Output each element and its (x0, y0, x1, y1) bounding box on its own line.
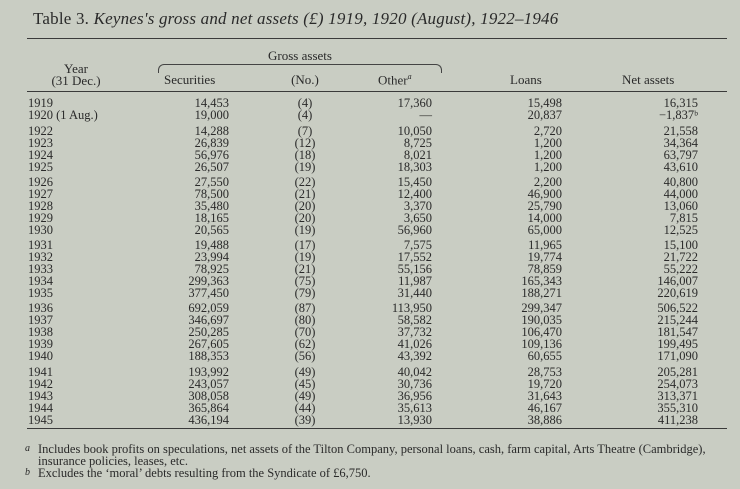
table-row (0, 326, 740, 338)
year-cell: 1931 (28, 238, 53, 252)
loans-cell: 1,200 (533, 160, 562, 174)
loans-cell: 299,347 (521, 301, 562, 315)
net-assets-cell: 43,610 (663, 160, 698, 174)
year-cell: 1937 (28, 313, 53, 327)
net-assets-cell: 16,315 (663, 96, 698, 110)
securities-cell: 365,864 (188, 401, 229, 415)
table-row (0, 275, 740, 287)
table-row (0, 263, 740, 275)
other-cell: 17,552 (397, 250, 432, 264)
loans-cell: 28,753 (527, 365, 562, 379)
table-row (0, 251, 740, 263)
table-row (0, 366, 740, 378)
number-cell: (19) (294, 223, 316, 237)
number-cell: (39) (294, 413, 316, 427)
loans-cell: 38,886 (527, 413, 562, 427)
table-row (0, 125, 740, 137)
number-cell: (4) (297, 96, 313, 110)
year-cell: 1923 (28, 136, 53, 150)
top-rule (27, 38, 727, 39)
securities-cell: 78,925 (194, 262, 229, 276)
header-other-label: Other (378, 72, 408, 88)
securities-cell: 193,992 (188, 365, 229, 379)
row-group (0, 97, 740, 121)
number-cell: (22) (294, 175, 316, 189)
header-year-sub: (31 Dec.) (51, 73, 101, 88)
number-cell: (19) (294, 160, 316, 174)
number-cell: (79) (294, 286, 316, 300)
year-cell: 1926 (28, 175, 53, 189)
securities-cell: 27,550 (194, 175, 229, 189)
net-assets-cell: 44,000 (663, 187, 698, 201)
table-row (0, 188, 740, 200)
number-cell: (20) (294, 211, 316, 225)
securities-cell: 188,353 (188, 349, 229, 363)
table-row (0, 239, 740, 251)
securities-cell: 14,288 (194, 124, 229, 138)
table-row (0, 287, 740, 299)
net-assets-cell: 313,371 (657, 389, 698, 403)
other-cell: 18,303 (397, 160, 432, 174)
securities-cell: 18,165 (194, 211, 229, 225)
net-assets-cell: 355,310 (657, 401, 698, 415)
loans-cell: 1,200 (533, 148, 562, 162)
table-row (0, 390, 740, 402)
net-assets-cell: 63,797 (663, 148, 698, 162)
loans-cell: 65,000 (527, 223, 562, 237)
other-cell: 37,732 (397, 325, 432, 339)
other-cell: 3,370 (403, 199, 432, 213)
table-row (0, 314, 740, 326)
loans-cell: 19,720 (527, 377, 562, 391)
year-cell: 1924 (28, 148, 53, 162)
other-cell: 8,725 (403, 136, 432, 150)
net-assets-cell: 34,364 (663, 136, 698, 150)
row-group (0, 302, 740, 362)
number-cell: (80) (294, 313, 316, 327)
securities-cell: 692,059 (188, 301, 229, 315)
number-cell: (18) (294, 148, 316, 162)
loans-cell: 25,790 (527, 199, 562, 213)
year-cell: 1943 (28, 389, 53, 403)
securities-cell: 14,453 (194, 96, 229, 110)
header-year: Year (64, 61, 88, 76)
table-number: Table 3. (33, 9, 90, 28)
net-assets-cell: 506,522 (657, 301, 698, 315)
table-row (0, 302, 740, 314)
number-cell: (56) (294, 349, 316, 363)
footnotes (25, 443, 725, 479)
net-assets-cell: 254,073 (657, 377, 698, 391)
number-cell: (12) (294, 136, 316, 150)
securities-cell: 243,057 (188, 377, 229, 391)
securities-cell: 23,994 (194, 250, 229, 264)
header-other (378, 72, 412, 88)
loans-cell: 109,136 (521, 337, 562, 351)
other-cell: — (419, 108, 432, 122)
net-assets-cell: 181,547 (657, 325, 698, 339)
other-cell: 13,930 (397, 413, 432, 427)
year-cell: 1930 (28, 223, 53, 237)
header-loans: Loans (510, 72, 542, 87)
other-cell: 12,400 (397, 187, 432, 201)
year-cell: 1933 (28, 262, 53, 276)
year-cell: 1944 (28, 401, 53, 415)
other-cell: 15,450 (397, 175, 432, 189)
loans-cell: 46,900 (527, 187, 562, 201)
table-row (0, 97, 740, 109)
table-row (0, 109, 740, 121)
footnote-a-text: Includes book profits on speculations, net assets of the Tilton Company, personal loans, cash, farm capital, Arts Theatre (Cambridge), insurance policies, leases, etc. (38, 442, 706, 468)
net-assets-cell: 220,619 (657, 286, 698, 300)
table-row (0, 224, 740, 236)
other-cell: 43,392 (397, 349, 432, 363)
loans-cell: 188,271 (521, 286, 562, 300)
table-row (0, 402, 740, 414)
other-cell: 10,050 (397, 124, 432, 138)
net-assets-cell: 12,525 (663, 223, 698, 237)
row-group (0, 176, 740, 236)
loans-cell: 2,200 (533, 175, 562, 189)
other-cell: 36,956 (397, 389, 432, 403)
year-cell: 1934 (28, 274, 53, 288)
year-cell: 1919 (28, 96, 53, 110)
year-cell: 1945 (28, 413, 53, 427)
other-cell: 11,987 (398, 274, 432, 288)
securities-cell: 20,565 (194, 223, 229, 237)
net-assets-cell: 7,815 (669, 211, 698, 225)
header-securities: Securities (164, 72, 216, 87)
securities-cell: 308,058 (188, 389, 229, 403)
net-assets-cell: 171,090 (657, 349, 698, 363)
net-assets-cell: 21,722 (663, 250, 698, 264)
table-row (0, 414, 740, 426)
table-row (0, 161, 740, 173)
year-cell: 1935 (28, 286, 53, 300)
table-row (0, 137, 740, 149)
other-cell: 55,156 (397, 262, 432, 276)
loans-cell: 19,774 (527, 250, 562, 264)
loans-cell: 1,200 (533, 136, 562, 150)
net-assets-cell: 146,007 (657, 274, 698, 288)
number-cell: (19) (294, 250, 316, 264)
header-number: (No.) (291, 72, 319, 87)
header-net-assets: Net assets (622, 72, 675, 87)
number-cell: (87) (294, 301, 316, 315)
loans-cell: 78,859 (527, 262, 562, 276)
number-cell: (49) (294, 389, 316, 403)
other-cell: 56,960 (397, 223, 432, 237)
row-group (0, 366, 740, 426)
number-cell: (21) (294, 262, 316, 276)
footnote-a-mark: a (25, 443, 30, 454)
loans-cell: 15,498 (527, 96, 562, 110)
net-assets-cell: 13,060 (663, 199, 698, 213)
securities-cell: 267,605 (188, 337, 229, 351)
loans-cell: 46,167 (527, 401, 562, 415)
loans-cell: 14,000 (527, 211, 562, 225)
net-assets-cell: 55,222 (663, 262, 698, 276)
year-cell: 1920 (1 Aug.) (28, 108, 98, 122)
footnote-b-text: Excludes the ‘moral’ debts resulting from the Syndicate of £6,750. (38, 466, 371, 480)
footnote-marker-a: a (407, 72, 412, 81)
year-cell: 1927 (28, 187, 53, 201)
year-cell: 1936 (28, 301, 53, 315)
footnote-b (25, 467, 725, 479)
net-assets-cell: 15,100 (663, 238, 698, 252)
loans-cell: 165,343 (521, 274, 562, 288)
other-cell: 35,613 (397, 401, 432, 415)
other-cell: 30,736 (397, 377, 432, 391)
other-cell: 17,360 (397, 96, 432, 110)
net-assets-cell: 411,238 (657, 413, 698, 427)
net-assets-cell: 205,281 (657, 365, 698, 379)
number-cell: (7) (297, 124, 313, 138)
year-cell: 1940 (28, 349, 53, 363)
number-cell: (4) (297, 108, 313, 122)
table-row (0, 149, 740, 161)
securities-cell: 26,839 (194, 136, 229, 150)
year-cell: 1942 (28, 377, 53, 391)
other-cell: 40,042 (397, 365, 432, 379)
header-gross-assets: Gross assets (268, 48, 332, 63)
other-cell: 41,026 (397, 337, 432, 351)
year-cell: 1928 (28, 199, 53, 213)
other-cell: 8,021 (403, 148, 432, 162)
loans-cell: 60,655 (527, 349, 562, 363)
table-caption: Keynes's gross and net assets (£) 1919, 1920 (August), 1922–1946 (93, 9, 559, 28)
loans-cell: 20,837 (527, 108, 562, 122)
table-row (0, 378, 740, 390)
number-cell: (45) (294, 377, 316, 391)
securities-cell: 26,507 (194, 160, 229, 174)
securities-cell: 377,450 (188, 286, 229, 300)
number-cell: (21) (294, 187, 316, 201)
number-cell: (49) (294, 365, 316, 379)
header-rule (27, 91, 727, 92)
year-cell: 1922 (28, 124, 53, 138)
loans-cell: 2,720 (533, 124, 562, 138)
other-cell: 58,582 (397, 313, 432, 327)
table-row (0, 212, 740, 224)
number-cell: (62) (294, 337, 316, 351)
bottom-rule (27, 428, 727, 429)
securities-cell: 35,480 (194, 199, 229, 213)
loans-cell: 31,643 (527, 389, 562, 403)
securities-cell: 250,285 (188, 325, 229, 339)
other-cell: 113,950 (391, 301, 432, 315)
footnote-b-mark: b (25, 467, 30, 478)
number-cell: (44) (294, 401, 316, 415)
table-row (0, 350, 740, 362)
net-assets-cell: 199,495 (657, 337, 698, 351)
other-cell: 31,440 (397, 286, 432, 300)
year-cell: 1932 (28, 250, 53, 264)
other-cell: 7,575 (403, 238, 432, 252)
footnote-a (25, 443, 725, 467)
securities-cell: 19,488 (194, 238, 229, 252)
net-assets-cell: 40,800 (663, 175, 698, 189)
year-cell: 1941 (28, 365, 53, 379)
year-cell: 1939 (28, 337, 53, 351)
net-assets-cell: −1,837ᵇ (658, 108, 698, 122)
securities-cell: 436,194 (188, 413, 229, 427)
table-row (0, 176, 740, 188)
other-cell: 3,650 (403, 211, 432, 225)
net-assets-cell: 21,558 (663, 124, 698, 138)
securities-cell: 346,697 (188, 313, 229, 327)
number-cell: (75) (294, 274, 316, 288)
number-cell: (20) (294, 199, 316, 213)
securities-cell: 299,363 (188, 274, 229, 288)
year-cell: 1929 (28, 211, 53, 225)
securities-cell: 78,500 (194, 187, 229, 201)
securities-cell: 56,976 (194, 148, 229, 162)
loans-cell: 11,965 (528, 238, 562, 252)
table-title (33, 9, 558, 29)
loans-cell: 106,470 (521, 325, 562, 339)
row-group (0, 125, 740, 173)
row-group (0, 239, 740, 299)
securities-cell: 19,000 (194, 108, 229, 122)
year-cell: 1938 (28, 325, 53, 339)
number-cell: (17) (294, 238, 316, 252)
table-row (0, 338, 740, 350)
year-cell: 1925 (28, 160, 53, 174)
loans-cell: 190,035 (521, 313, 562, 327)
number-cell: (70) (294, 325, 316, 339)
net-assets-cell: 215,244 (657, 313, 698, 327)
table-row (0, 200, 740, 212)
